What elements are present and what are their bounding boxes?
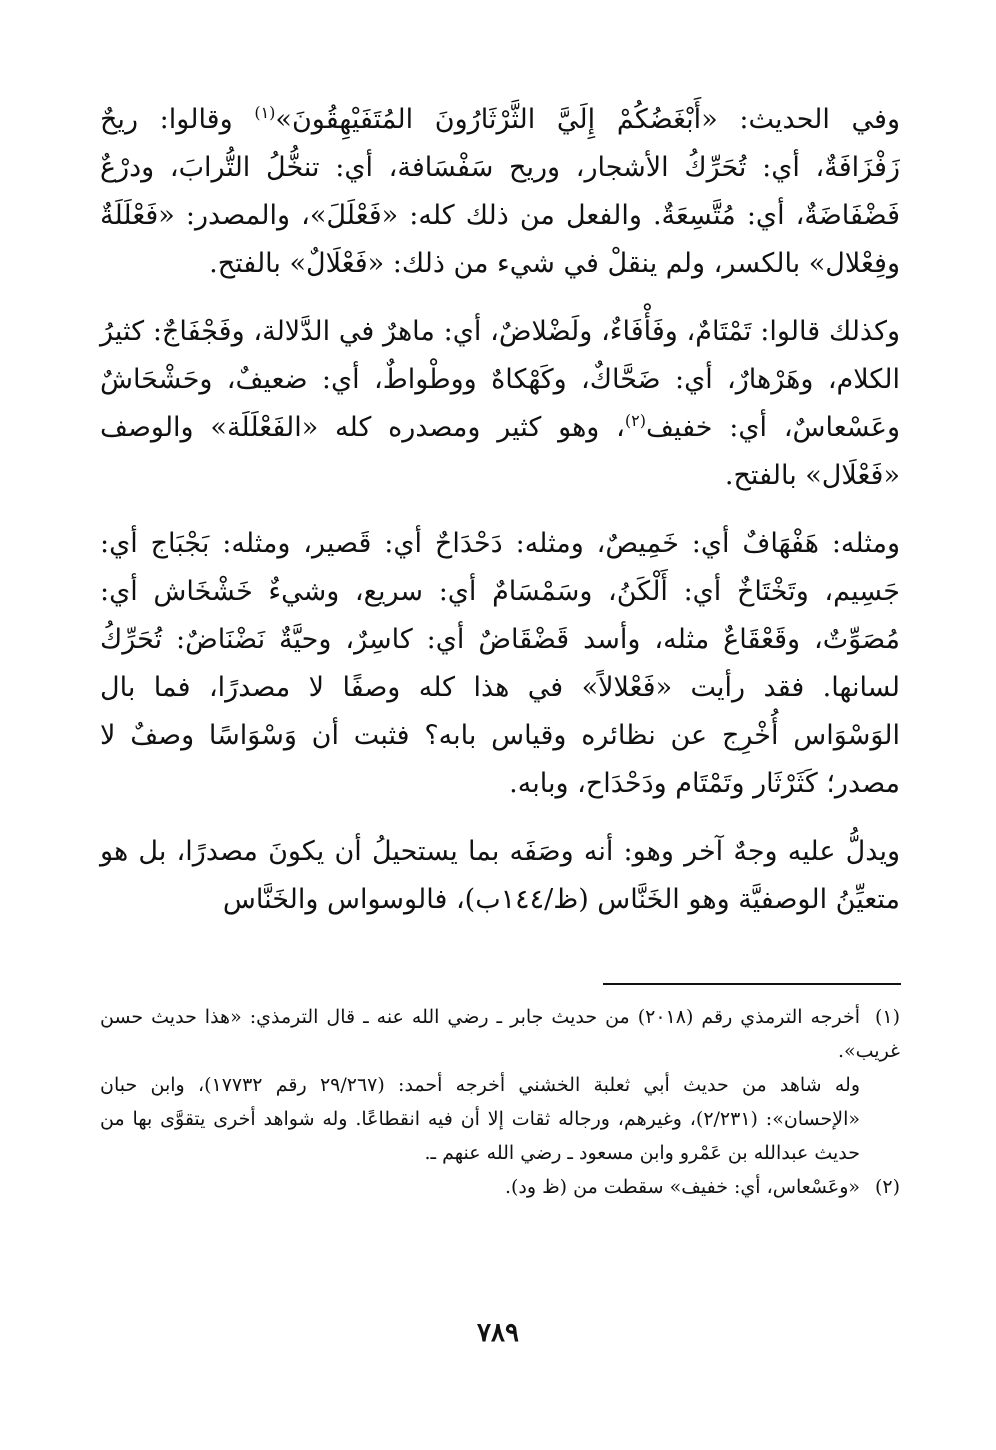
paragraph-4-text: ويدلُّ عليه وجهٌ آخر وهو: أنه وصَفَه بما يستحيلُ أن يكونَ مصدرًا، بل هو متعيِّنُ الوصفيَّة وهو الخَنَّاس (ظ/١٤٤ب)، فالوسواس والخَنَّاس — [100, 836, 900, 915]
footnote-1-number: (١) — [874, 1006, 900, 1028]
footnotes — [100, 1000, 900, 1204]
paragraph-3 — [100, 520, 900, 808]
footnote-1-text: أخرجه الترمذي رقم (٢٠١٨) من حديث جابر ـ رضي الله عنه ـ قال الترمذي: «هذا حديث حسن غريب». — [100, 1006, 900, 1062]
paragraph-3-text: ومثله: هَفْهَافٌ أي: خَمِيصٌ، ومثله: دَحْدَاحٌ أي: قَصير، ومثله: بَجْبَاج أي: جَسِيم، وتَخْتَاخٌ أي: أَلْكَنُ، وسَمْسَامٌ أي: سريع، وشيءٌ خَشْخَاش أي: مُصَوِّتٌ، وقَعْقَاعٌ مثله، وأسد قَضْقَاضٌ أي: كاسِرٌ، وحيَّةٌ نَضْنَاضٌ: تُحَرِّكُ لسانها. فقد رأيت «فَعْلالاً» في هذا كله وصفًا لا مصدرًا، فما بال الوَسْوَاس أُخْرِج عن نظائره وقياس بابه؟ فثبت أن وَسْوَاسًا وصفٌ لا مصدر؛ كَثَرْثَار وتَمْتَام ودَحْدَاح، وبابه. — [100, 528, 900, 799]
footnote-1-continuation-text: وله شاهد من حديث أبي ثعلبة الخشني أخرجه أحمد: (٢٩/٢٦٧ رقم ١٧٧٣٢)، وابن حبان «الإحسان»: (٢/٢٣١)، وغيرهم، ورجاله ثقات إلا أن فيه انقطاعًا. وله شواهد أخرى يتقوَّى بها من حديث عبدالله بن عَمْرو وابن مسعود ـ رضي الله عنهم ـ. — [100, 1074, 860, 1164]
footnote-separator — [603, 983, 901, 985]
paragraph-2 — [100, 308, 900, 500]
paragraph-4 — [100, 828, 900, 924]
footnote-ref-1[interactable]: (١) — [254, 103, 276, 122]
footnote-1 — [100, 1000, 900, 1068]
paragraph-1 — [100, 96, 900, 288]
footnote-1-continuation — [100, 1068, 900, 1170]
paragraph-2-text-a: وكذلك قالوا: تَمْتَامٌ، وفَأْفَاءٌ، ولَضْلاضٌ، أي: ماهرٌ في الدَّلالة، وفَجْفَاجٌ: كثيرُ الكلام، وهَرْهارٌ، أي: ضَحَّاكٌ، وكَهْكاهٌ ووطْواطٌ، أي: ضعيفٌ، وحَشْحَاشٌ وعَسْعاسٌ، أي: خفيف — [100, 316, 900, 443]
paragraph-1-text-b: وقالوا: ريحٌ زَفْزَافَةٌ، أي: تُحَرِّكُ الأشجار، وريح سَفْسَافة، أي: تنخُّلُ التُّرابَ، ودرْعٌ فَضْفَاضَةٌ، أي: مُتَّسِعَةٌ. والفعل من ذلك كله: «فَعْلَلَ»، والمصدر: «فَعْلَلَةٌ وفِعْلال» بالكسر، ولم ينقلْ في شيء من ذلك: «فَعْلَالٌ» بالفتح. — [100, 104, 900, 279]
paragraph-2-text-b: ، وهو كثير ومصدره كله «الفَعْلَلَة» والوصف «فَعْلَال» بالفتح. — [100, 412, 900, 491]
footnote-2 — [100, 1170, 900, 1204]
footnote-2-text: «وعَسْعاس، أي: خفيف» سقطت من (ظ ود). — [504, 1176, 860, 1198]
footnote-ref-2[interactable]: (٢) — [624, 411, 646, 430]
footnote-2-number: (٢) — [874, 1176, 900, 1198]
main-text — [100, 96, 900, 924]
page-number: ٧٨٩ — [477, 1318, 519, 1348]
paragraph-1-text-a: وفي الحديث: «أَبْغَضُكُمْ إِلَيَّ الثَّرْثَارُونَ المُتَفَيْهِقُونَ» — [275, 104, 901, 135]
